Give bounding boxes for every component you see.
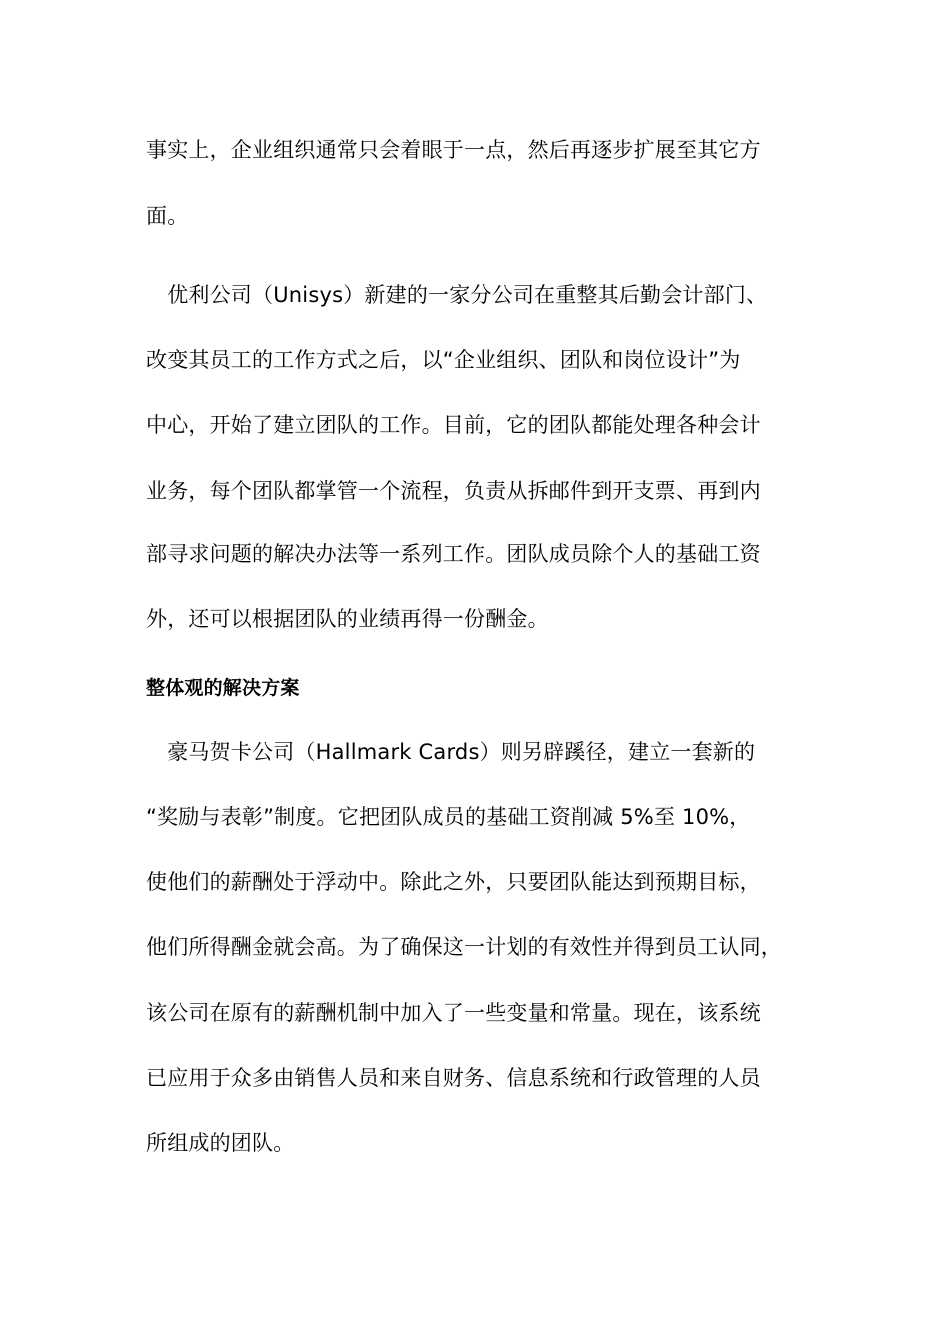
paragraph-1-line-2: 面。: [146, 204, 189, 228]
paragraph-2-line-4: 业务，每个团队都掌管一个流程，负责从拆邮件到开支票、再到内: [146, 479, 761, 503]
paragraph-2-line-1: 优利公司（Unisys）新建的一家分公司在重整其后勤会计部门、: [146, 283, 768, 307]
section-heading: 整体观的解决方案: [146, 677, 300, 699]
paragraph-2-line-2: 改变其员工的工作方式之后，以“企业组织、团队和岗位设计”为: [146, 348, 741, 372]
paragraph-3-line-4: 他们所得酬金就会高。为了确保这一计划的有效性并得到员工认同，: [146, 935, 782, 959]
paragraph-3-line-5: 该公司在原有的薪酬机制中加入了一些变量和常量。现在，该系统: [146, 1001, 761, 1025]
paragraph-3-line-3: 使他们的薪酬处于浮动中。除此之外，只要团队能达到预期目标，: [146, 870, 761, 894]
paragraph-2-line-3: 中心，开始了建立团队的工作。目前，它的团队都能处理各种会计: [146, 413, 761, 437]
paragraph-3-line-6: 已应用于众多由销售人员和来自财务、信息系统和行政管理的人员: [146, 1066, 761, 1090]
paragraph-2-line-6: 外，还可以根据团队的业绩再得一份酬金。: [146, 607, 549, 631]
paragraph-3-line-2: “奖励与表彰”制度。它把团队成员的基础工资削减 5%至 10%，: [146, 805, 751, 829]
paragraph-3-line-7: 所组成的团队。: [146, 1131, 295, 1155]
paragraph-3-line-1: 豪马贺卡公司（Hallmark Cards）则另辟蹊径，建立一套新的: [146, 740, 756, 764]
paragraph-1-line-1: 事实上，企业组织通常只会着眼于一点，然后再逐步扩展至其它方: [146, 138, 761, 162]
paragraph-2-line-5: 部寻求问题的解决办法等一系列工作。团队成员除个人的基础工资: [146, 542, 761, 566]
